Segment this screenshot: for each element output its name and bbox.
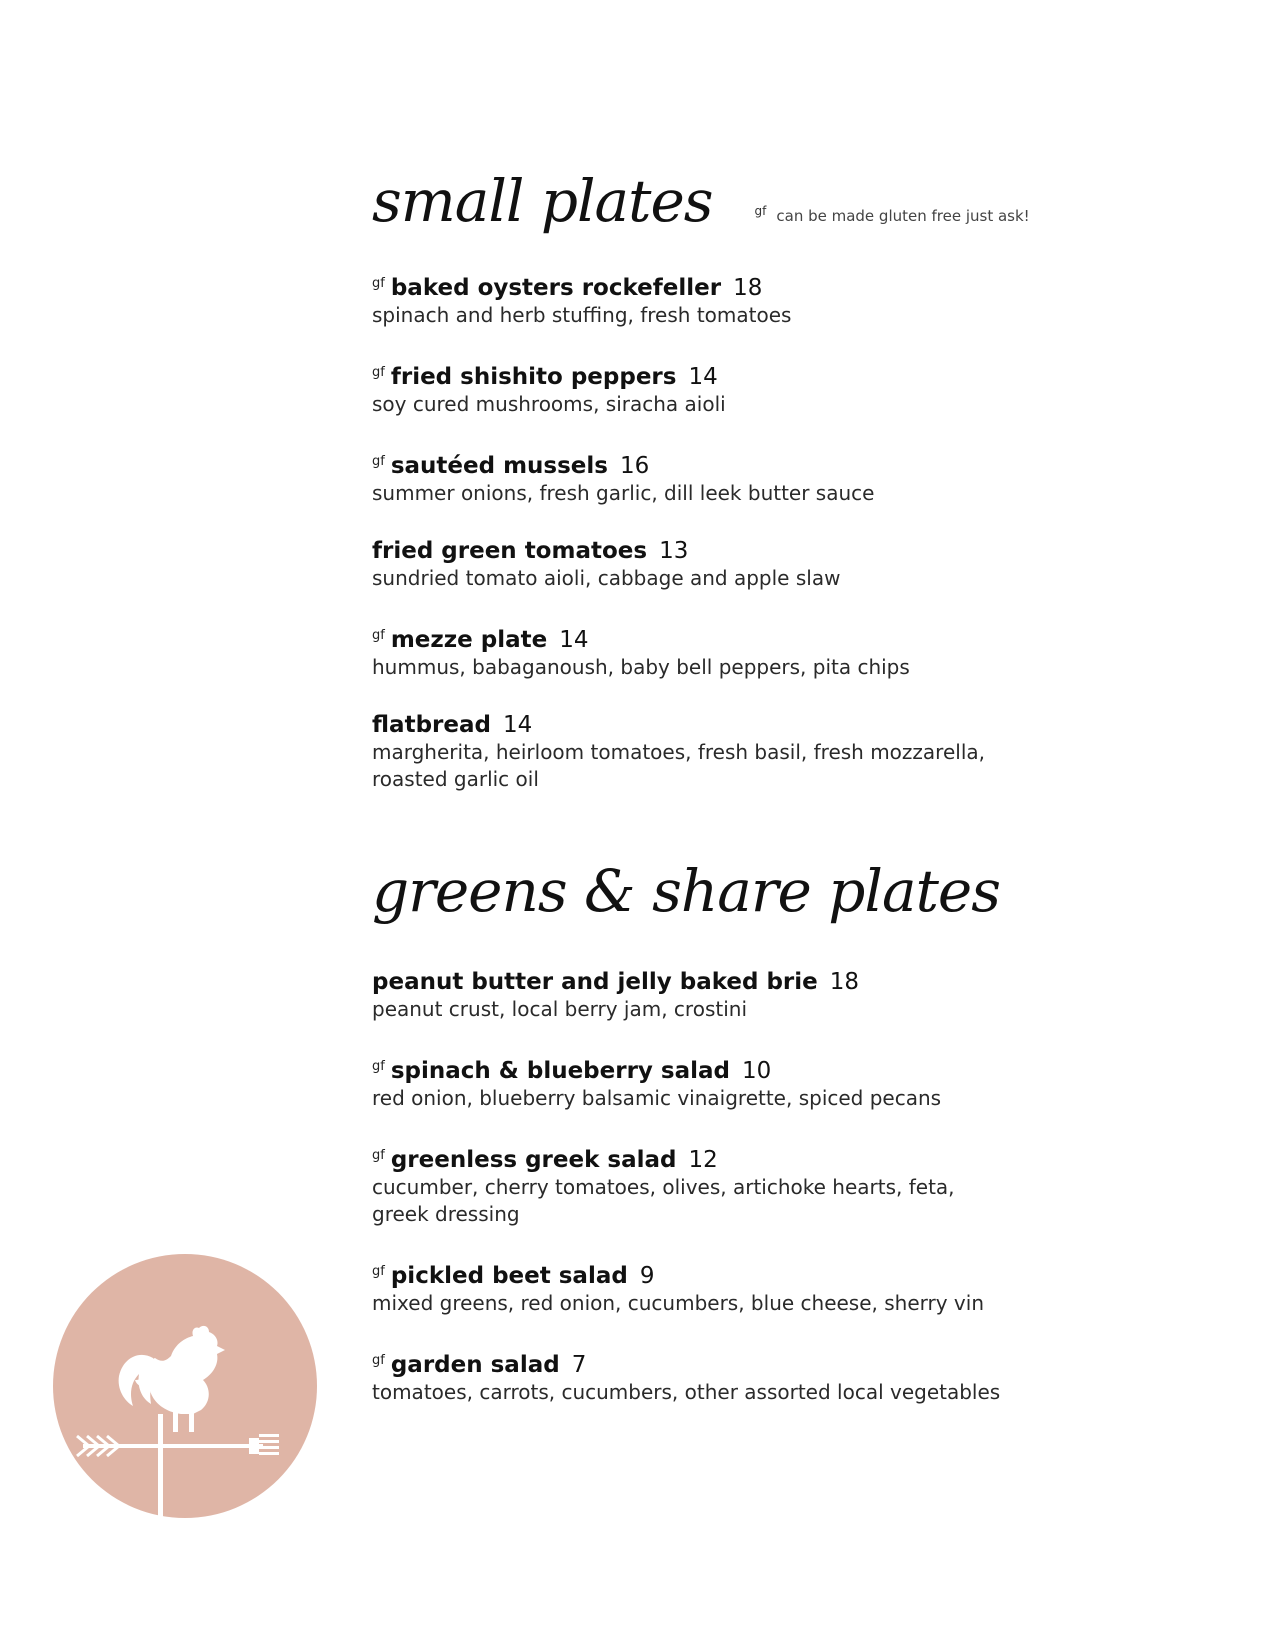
- menu-item-price: 9: [639, 1263, 655, 1289]
- menu-item-price: 10: [742, 1058, 772, 1084]
- menu-item: [372, 1142, 1012, 1228]
- greens-share-plates-title: greens & share plates: [372, 857, 1000, 925]
- menu-item-title: [372, 537, 1012, 565]
- menu-item-name: pickled beet salad: [390, 1263, 628, 1289]
- menu-item-name: spinach & blueberry salad: [390, 1058, 731, 1084]
- menu-item: [372, 1347, 1012, 1406]
- gf-marker: gf: [372, 276, 385, 291]
- menu-item-title: [372, 1053, 1012, 1085]
- small-plates-list: [372, 270, 1012, 823]
- menu-item-name: baked oysters rockefeller: [390, 275, 722, 301]
- gluten-free-note: [754, 204, 1030, 225]
- menu-item-name: mezze plate: [390, 627, 548, 653]
- menu-item: [372, 968, 1012, 1023]
- menu-item-price: 18: [829, 969, 860, 995]
- menu-item-description: hummus, babaganoush, baby bell peppers, pita chips: [372, 655, 910, 679]
- menu-item-name: flatbread: [372, 712, 491, 738]
- menu-item-description: cucumber, cherry tomatoes, olives, artichoke hearts, feta, greek dressing: [372, 1175, 955, 1226]
- menu-item: [372, 1258, 1012, 1317]
- greens-share-plates-header: [372, 857, 1000, 925]
- gf-note-text: can be made gluten free just ask!: [776, 207, 1030, 225]
- small-plates-title: small plates: [372, 167, 713, 235]
- menu-item: [372, 622, 1012, 681]
- gf-marker: gf: [372, 365, 385, 380]
- menu-item-price: 14: [688, 364, 718, 390]
- menu-item-price: 18: [733, 275, 763, 301]
- menu-item: [372, 359, 1012, 418]
- menu-item: [372, 711, 1012, 793]
- menu-item-price: 12: [688, 1147, 718, 1173]
- menu-item-description: summer onions, fresh garlic, dill leek butter sauce: [372, 481, 875, 505]
- gf-marker: gf: [372, 1059, 385, 1074]
- menu-item-title: [372, 968, 1012, 996]
- menu-item-price: 16: [620, 453, 650, 479]
- menu-item-name: fried shishito peppers: [390, 364, 677, 390]
- menu-item-title: [372, 622, 1012, 654]
- menu-item-name: sautéed mussels: [390, 453, 608, 479]
- menu-item-title: [372, 1347, 1012, 1379]
- menu-item-name: peanut butter and jelly baked brie: [372, 969, 818, 995]
- menu-item-title: [372, 1142, 1012, 1174]
- small-plates-header: [372, 167, 1030, 235]
- menu-item: [372, 537, 1012, 592]
- menu-item-description: mixed greens, red onion, cucumbers, blue cheese, sherry vin: [372, 1291, 985, 1315]
- greens-share-plates-list: [372, 968, 1012, 1436]
- menu-item-title: [372, 270, 1012, 302]
- gf-note-tag: gf: [754, 204, 767, 218]
- menu-item: [372, 1053, 1012, 1112]
- menu-item-name: garden salad: [390, 1352, 560, 1378]
- menu-item-name: greenless greek salad: [390, 1147, 677, 1173]
- menu-item: [372, 448, 1012, 507]
- gf-marker: gf: [372, 1353, 385, 1368]
- menu-item-description: red onion, blueberry balsamic vinaigrette, spiced pecans: [372, 1086, 942, 1110]
- menu-item-title: [372, 711, 1012, 739]
- menu-item-price: 7: [571, 1352, 587, 1378]
- menu-item: [372, 270, 1012, 329]
- rooster-weathervane-icon: [53, 1254, 317, 1518]
- gf-marker: gf: [372, 628, 385, 643]
- menu-item-description: spinach and herb stuffing, fresh tomatoes: [372, 303, 792, 327]
- menu-item-price: 14: [502, 712, 533, 738]
- menu-item-title: [372, 448, 1012, 480]
- gf-marker: gf: [372, 1264, 385, 1279]
- menu-item-title: [372, 359, 1012, 391]
- menu-item-description: soy cured mushrooms, siracha aioli: [372, 392, 726, 416]
- gf-marker: gf: [372, 454, 385, 469]
- menu-item-price: 13: [659, 538, 689, 564]
- menu-item-title: [372, 1258, 1012, 1290]
- menu-item-description: margherita, heirloom tomatoes, fresh basil, fresh mozzarella, roasted garlic oil: [372, 740, 985, 791]
- menu-item-description: peanut crust, local berry jam, crostini: [372, 997, 747, 1021]
- menu-item-description: tomatoes, carrots, cucumbers, other assorted local vegetables: [372, 1380, 1001, 1404]
- menu-item-description: sundried tomato aioli, cabbage and apple slaw: [372, 566, 841, 590]
- gf-marker: gf: [372, 1148, 385, 1163]
- menu-item-name: fried green tomatoes: [372, 538, 648, 564]
- menu-item-price: 14: [559, 627, 589, 653]
